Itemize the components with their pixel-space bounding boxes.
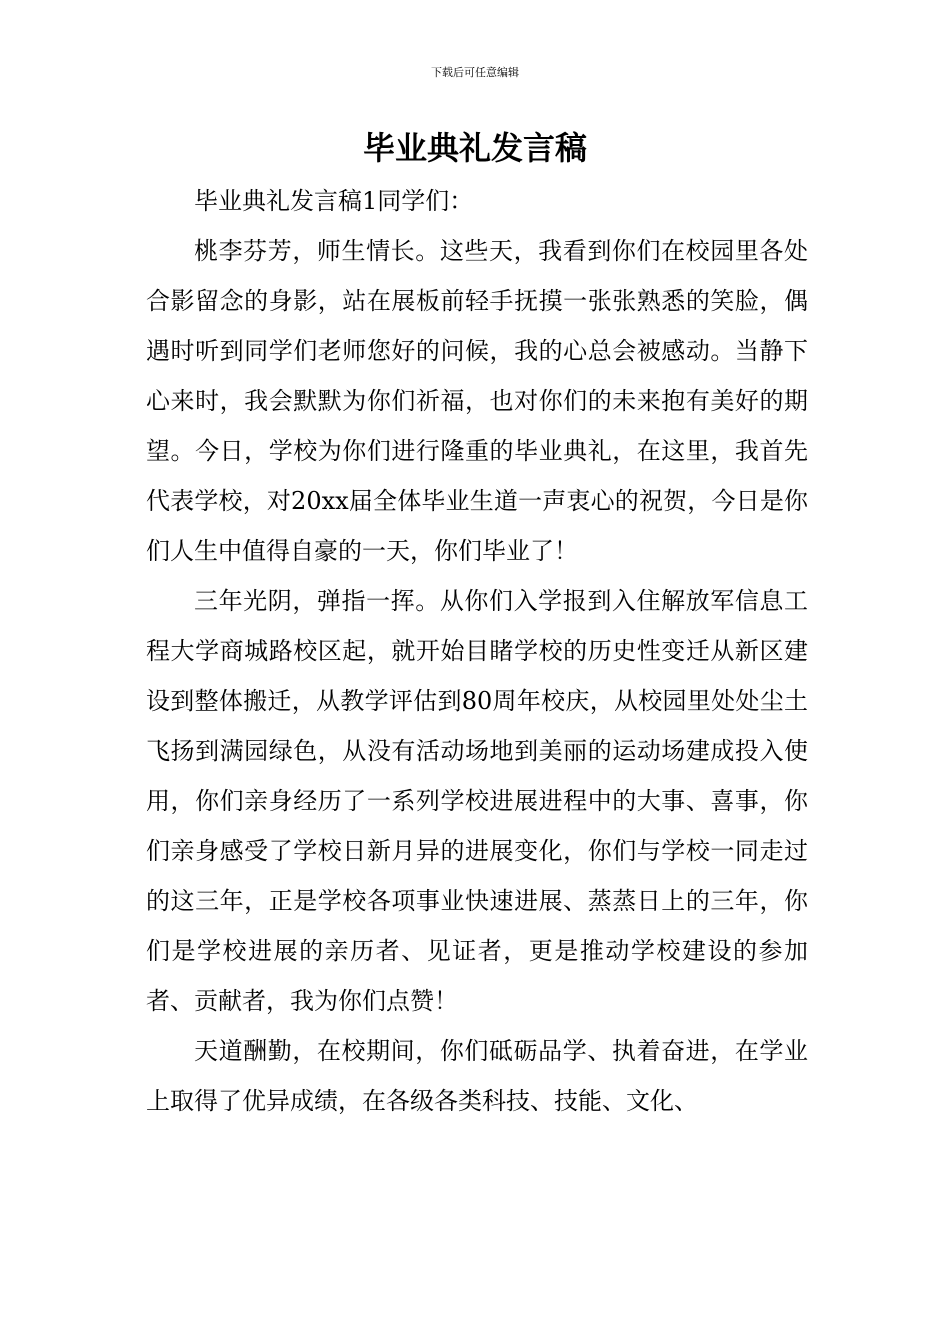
paragraph: 天道酬勤，在校期间，你们砥砺品学、执着奋进，在学业上取得了优异成绩，在各级各类科技、技能、文化、 bbox=[146, 1037, 808, 1115]
document-title: 毕业典礼发言稿 bbox=[362, 129, 587, 167]
paragraph: 三年光阴，弹指一挥。从你们入学报到入住解放军信息工程大学商城路校区起，就开始目睹学校的历史性变迁从新区建设到整体搬迁，从教学评估到80周年校庆，从校园里处处尘土飞扬到满园绿色，从没有活动场地到美丽的运动场建成投入使用，你们亲身经历了一系列学校进展进程中的大事、喜事，你们亲身感受了学校日新月异的进展变化，你们与学校一同走过的这三年，正是学校各项事业快速进展、蒸蒸日上的三年，你们是学校进展的亲历者、见证者，更是推动学校建设的参加者、贡献者，我为你们点赞！ bbox=[146, 587, 808, 1015]
paragraph-greeting: 毕业典礼发言稿1同学们： bbox=[194, 187, 474, 215]
page-header-note: 下载后可任意编辑 bbox=[431, 66, 519, 79]
paragraph: 桃李芬芳，师生情长。这些天，我看到你们在校园里各处合影留念的身影，站在展板前轻手抚摸一张张熟悉的笑脸，偶遇时听到同学们老师您好的问候，我的心总会被感动。当静下心来时，我会默默为你们祈福，也对你们的未来抱有美好的期望。今日，学校为你们进行隆重的毕业典礼，在这里，我首先代表学校，对20xx届全体毕业生道一声衷心的祝贺，今日是你们人生中值得自豪的一天，你们毕业了！ bbox=[146, 237, 808, 565]
document-body bbox=[146, 176, 808, 1126]
